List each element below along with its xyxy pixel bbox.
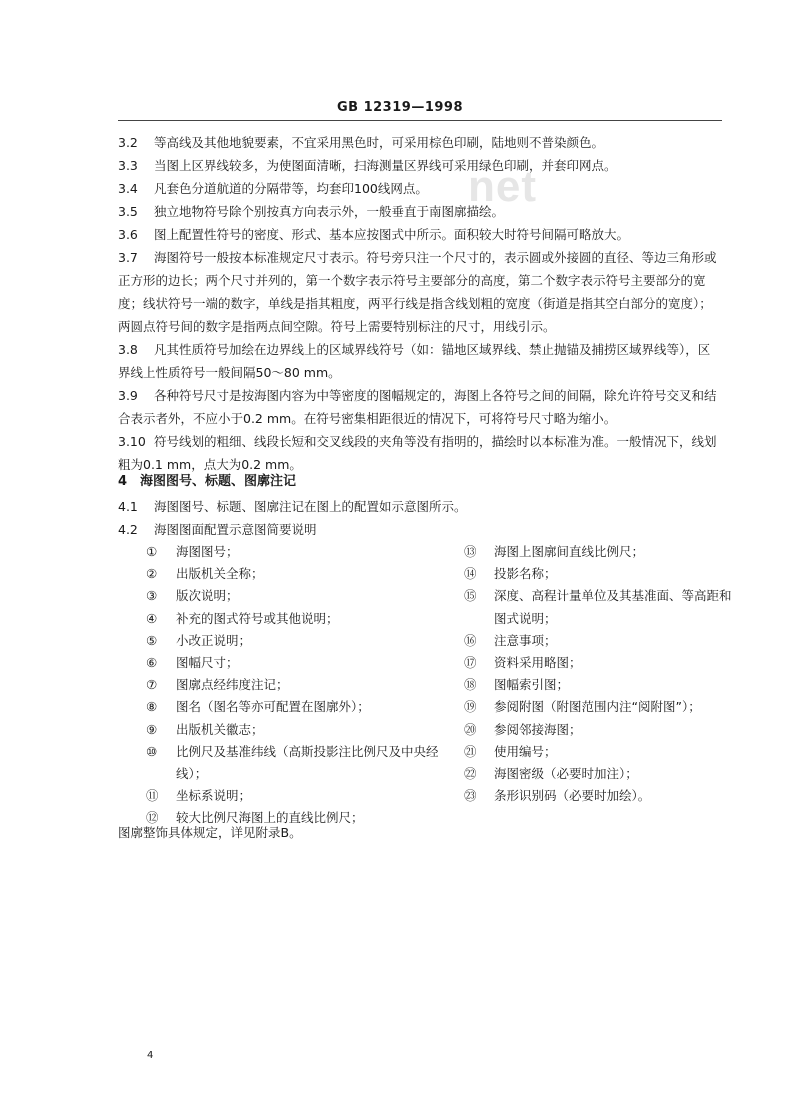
list-item bbox=[464, 674, 736, 696]
clause-3-7 bbox=[118, 246, 722, 338]
item-text: 注意事项； bbox=[494, 632, 557, 648]
item-mark: ④ bbox=[146, 610, 158, 626]
clause-text: 海图图面配置示意图简要说明 bbox=[154, 521, 317, 537]
clause-number: 3.9 bbox=[118, 388, 138, 403]
clause-3-8 bbox=[118, 338, 722, 384]
item-mark: ⑦ bbox=[146, 677, 158, 693]
list-item bbox=[464, 541, 736, 563]
clause-3-3 bbox=[118, 154, 722, 177]
item-text: 深度、高程计量单位及其基准面、等高距和图式说明； bbox=[494, 588, 732, 626]
clause-number: 4.2 bbox=[118, 521, 138, 537]
clause-list-4 bbox=[118, 496, 722, 541]
clause-3-4 bbox=[118, 177, 722, 200]
item-text: 出版机关全称； bbox=[176, 566, 264, 582]
clause-text: 等高线及其他地貌要素，不宜采用黑色时，可采用棕色印刷，陆地则不普染颜色。 bbox=[154, 135, 605, 150]
item-mark: ⑲ bbox=[464, 699, 477, 715]
item-mark: ⑳ bbox=[464, 721, 477, 737]
list-item bbox=[464, 696, 736, 718]
clause-3-2 bbox=[118, 131, 722, 154]
clause-text: 图上配置性符号的密度、形式、基本应按图式中所示。面积较大时符号间隔可略放大。 bbox=[154, 227, 630, 242]
clause-text: 海图符号一般按本标准规定尺寸表示。符号旁只注一个尺寸的，表示圆或外接圆的直径、等边三角形或正方形的边长；两个尺寸并列的，第一个数字表示符号主要部分的高度，第二个数字表示符号主要部分的宽度；线状符号一端的数字，单线是指其粗度，两平行线是指含线划粗的宽度（街道是指其空白部分的宽度）；两圆点符号间的数字是指两点间空隙。符号上需要特别标注的尺寸，用线引示。 bbox=[118, 250, 717, 334]
item-text: 小改正说明； bbox=[176, 632, 252, 648]
list-item bbox=[146, 608, 464, 630]
item-mark: ⑩ bbox=[146, 743, 158, 759]
watermark: net bbox=[468, 162, 537, 211]
item-mark: ① bbox=[146, 544, 158, 559]
item-text: 图廓点经纬度注记； bbox=[176, 677, 289, 693]
clause-text: 当图上区界线较多，为使图面清晰，扫海测量区界线可采用绿色印刷，并套印网点。 bbox=[154, 158, 617, 173]
page-number: 4 bbox=[147, 1050, 154, 1061]
list-item bbox=[146, 630, 464, 652]
item-text: 坐标系说明； bbox=[176, 788, 252, 804]
clause-text: 各种符号尺寸是按海图内容为中等密度的图幅规定的，海图上各符号之间的间隔，除允许符号交叉和结合表示者外，不应小于0.2 mm。在符号密集相距很近的情况下，可将符号尺寸略为缩小。 bbox=[118, 388, 717, 426]
list-item bbox=[146, 541, 464, 563]
appendix-note: 图廓整饰具体规定，详见附录B。 bbox=[118, 825, 302, 840]
clause-list-3 bbox=[118, 131, 722, 476]
item-mark: ⑯ bbox=[464, 632, 477, 648]
item-mark: ⑧ bbox=[146, 699, 158, 715]
clause-number: 3.6 bbox=[118, 227, 138, 242]
item-mark: ⑪ bbox=[146, 788, 159, 804]
list-item bbox=[146, 674, 464, 696]
item-text: 出版机关徽志； bbox=[176, 721, 264, 737]
item-mark: ⑫ bbox=[146, 810, 159, 826]
clause-text: 凡其性质符号加绘在边界线上的区域界线符号（如：锚地区域界线、禁止抛锚及捕捞区域界线等），区界线上性质符号一般间隔50～80 mm。 bbox=[118, 342, 711, 380]
clause-number: 3.2 bbox=[118, 135, 138, 150]
item-text: 海图上图廓间直线比例尺； bbox=[494, 544, 645, 559]
item-text: 条形识别码（必要时加绘）。 bbox=[494, 788, 651, 804]
list-item bbox=[464, 741, 736, 763]
item-text: 补充的图式符号或其他说明； bbox=[176, 610, 339, 626]
item-mark: ③ bbox=[146, 588, 158, 604]
clause-number: 3.5 bbox=[118, 204, 138, 219]
item-mark: ② bbox=[146, 566, 158, 582]
item-text: 海图图号； bbox=[176, 544, 239, 559]
clause-number: 3.3 bbox=[118, 158, 138, 173]
list-item bbox=[146, 696, 464, 718]
list-item bbox=[464, 652, 736, 674]
list-item bbox=[146, 741, 466, 785]
item-text: 资料采用略图； bbox=[494, 655, 582, 671]
list-item bbox=[464, 563, 736, 585]
list-item bbox=[146, 585, 464, 607]
item-mark: ⑮ bbox=[464, 588, 477, 604]
clause-3-6 bbox=[118, 223, 722, 246]
clause-3-9 bbox=[118, 384, 722, 430]
item-mark: ⑬ bbox=[464, 544, 477, 559]
item-text: 比例尺及基准纬线（高斯投影注比例尺及中央经线）； bbox=[176, 743, 439, 782]
clause-text: 凡套色分道航道的分隔带等，均套印100线网点。 bbox=[154, 181, 428, 196]
clause-text: 符号线划的粗细、线段长短和交叉线段的夹角等没有指明的，描绘时以本标准为准。一般情况下，线划粗为0.1 mm，点大为0.2 mm。 bbox=[118, 434, 717, 472]
legend-column-left bbox=[146, 541, 464, 830]
clause-number: 3.7 bbox=[118, 250, 138, 265]
item-mark: ⑨ bbox=[146, 721, 158, 737]
list-item bbox=[464, 585, 736, 629]
item-mark: ⑱ bbox=[464, 677, 477, 693]
list-item bbox=[146, 652, 464, 674]
clause-3-5 bbox=[118, 200, 722, 223]
clause-4-2 bbox=[118, 519, 722, 542]
item-text: 图幅索引图； bbox=[494, 677, 570, 693]
item-text: 使用编号； bbox=[494, 743, 557, 759]
list-item bbox=[464, 719, 736, 741]
clause-number: 4.1 bbox=[118, 499, 138, 514]
standard-code: GB 12319—1998 bbox=[336, 100, 463, 115]
list-item bbox=[146, 563, 464, 585]
item-mark: ⑥ bbox=[146, 655, 158, 671]
item-text: 投影名称； bbox=[494, 566, 557, 582]
item-text: 参阅附图（附图范围内注“阅附图”）； bbox=[494, 699, 701, 715]
item-mark: ㉓ bbox=[464, 788, 477, 804]
item-text: 图名（图名等亦可配置在图廓外）； bbox=[176, 699, 370, 715]
item-mark: ⑰ bbox=[464, 655, 477, 671]
clause-text: 独立地物符号除个别按真方向表示外，一般垂直于南图廓描绘。 bbox=[154, 204, 505, 219]
item-mark: ㉑ bbox=[464, 743, 477, 759]
item-text: 较大比例尺海图上的直线比例尺； bbox=[176, 810, 364, 826]
header-divider bbox=[118, 120, 722, 121]
list-item bbox=[146, 719, 464, 741]
item-text: 参阅邻接海图； bbox=[494, 721, 582, 737]
legend-column-right bbox=[464, 541, 736, 807]
item-text: 版次说明； bbox=[176, 588, 239, 604]
clause-number: 3.10 bbox=[118, 434, 146, 449]
clause-number: 3.4 bbox=[118, 181, 138, 196]
list-item bbox=[464, 763, 736, 785]
item-text: 海图密级（必要时加注）； bbox=[494, 766, 638, 782]
list-item bbox=[464, 785, 736, 807]
list-item bbox=[464, 630, 736, 652]
clause-number: 3.8 bbox=[118, 342, 138, 357]
item-text: 图幅尺寸； bbox=[176, 655, 239, 671]
section-4-title: 4 海图图号、标题、图廓注记 bbox=[118, 474, 297, 489]
clause-text: 海图图号、标题、图廓注记在图上的配置如示意图所示。 bbox=[154, 499, 467, 514]
item-mark: ⑤ bbox=[146, 632, 158, 648]
list-item bbox=[146, 785, 464, 807]
clause-4-1 bbox=[118, 496, 722, 519]
item-mark: ㉒ bbox=[464, 766, 477, 782]
item-mark: ⑭ bbox=[464, 566, 477, 582]
